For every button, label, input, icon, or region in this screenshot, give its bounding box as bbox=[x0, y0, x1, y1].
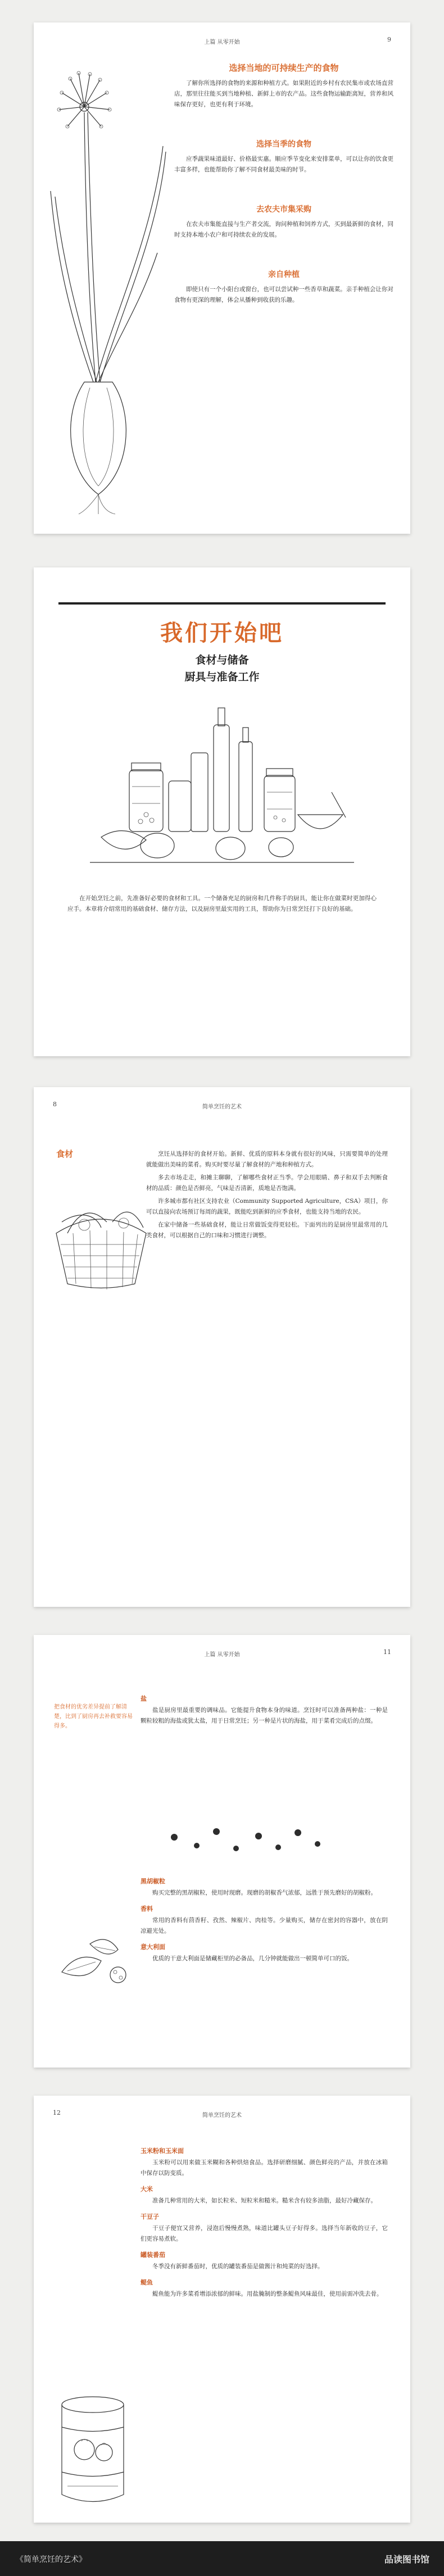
spices-illustration bbox=[56, 1927, 135, 1989]
running-head: 简单烹饪的艺术 bbox=[202, 1104, 242, 1110]
item-text: 优质的干意大利面是储藏柜里的必备品，几分钟就能做出一顿简单可口的饭。 bbox=[152, 1955, 353, 1962]
item-text: 准备几种常用的大米，如长粒米、短粒米和糙米。糙米含有较多油脂，最好冷藏保存。 bbox=[152, 2197, 377, 2204]
body-paragraph: 多去市场走走，和摊主聊聊，了解哪些食材正当季。学会用眼睛、鼻子和双手去判断食材的品质：颜色是否鲜亮，气味是否清新，质地是否饱满。 bbox=[146, 1174, 388, 1192]
item-text: 购买完整的黑胡椒粒，使用时现磨。现磨的胡椒香气浓郁，远胜于预先磨好的胡椒粉。 bbox=[152, 1889, 377, 1896]
side-note: 把食材的优劣差异提前了解清楚，比到了厨房再去补救要容易得多。 bbox=[54, 1704, 133, 1729]
item-title: 意大利面 bbox=[141, 1943, 165, 1951]
section-title: 选择当地的可持续生产的食物 bbox=[229, 63, 339, 73]
body-paragraph: 许多城市都有社区支持农业（Community Supported Agriculture，CSA）项目，你可以直接向农场预订每周的蔬果，既能吃到新鲜的应季食材，也能支持当地的农民。 bbox=[146, 1198, 388, 1215]
section-title: 亲自种植 bbox=[268, 270, 300, 279]
item-text: 鳀鱼能为许多菜肴增添浓郁的鲜味。用盐腌制的整条鳀鱼风味最佳，使用前需冲洗去骨。 bbox=[152, 2291, 383, 2297]
chapter-subtitle: 食材与储备 bbox=[195, 654, 249, 666]
section-title: 去农夫市集采购 bbox=[256, 205, 311, 214]
item-text: 盐是厨房里最重要的调味品。它能提升食物本身的味道。烹饪时可以准备两种盐：一种是颗粒较粗的海盐或犹太盐，用于日常烹饪；另一种是片状的海盐，用于菜肴完成后的点缀。 bbox=[141, 1707, 388, 1724]
item-title: 罐装番茄 bbox=[141, 2251, 165, 2259]
section-title: 选择当季的食物 bbox=[256, 140, 311, 149]
item-text: 玉米粉可以用来做玉米糊和各种烘焙食品。选择研磨细腻、颜色鲜亮的产品，并放在冰箱中保存以防变质。 bbox=[141, 2159, 388, 2177]
canned-tomatoes-illustration bbox=[51, 2388, 135, 2511]
chapter-subtitle: 厨具与准备工作 bbox=[184, 671, 260, 683]
page-2 bbox=[34, 567, 410, 1056]
page3-text-column bbox=[146, 1149, 388, 1243]
section-text: 应季蔬果味道最好、价格最实惠。顺应季节变化来安排菜单，可以让你的饮食更丰富多样，也能帮助你了解不同食材最美味的时节。 bbox=[174, 156, 393, 173]
running-head: 上篇 从零开始 bbox=[204, 39, 240, 46]
item-title: 鳀鱼 bbox=[141, 2279, 153, 2286]
item-title: 盐 bbox=[141, 1695, 147, 1702]
page-number: 11 bbox=[383, 1648, 391, 1656]
body-paragraph: 烹饪从选择好的食材开始。新鲜、优质的原料本身就有很好的风味，只需要简单的处理就能做出美味的菜肴。购买时要尽量了解食材的产地和种植方式。 bbox=[146, 1151, 388, 1168]
page-number: 8 bbox=[53, 1101, 57, 1108]
title-rule bbox=[58, 602, 386, 605]
chapter-title: 我们开始吧 bbox=[160, 620, 284, 646]
book-title: 《简单烹饪的艺术》 bbox=[16, 2555, 87, 2564]
onion-illustration bbox=[45, 67, 174, 517]
footer-bar bbox=[0, 2541, 444, 2576]
page-5 bbox=[34, 2096, 410, 2523]
page-number: 9 bbox=[387, 36, 391, 43]
page4-text-column bbox=[141, 1688, 388, 1729]
page-3 bbox=[34, 1087, 410, 1607]
section-label: 食材 bbox=[56, 1149, 74, 1159]
basket-illustration bbox=[45, 1188, 157, 1295]
item-title: 黑胡椒粒 bbox=[141, 1878, 165, 1885]
peppercorns-illustration bbox=[163, 1820, 332, 1860]
pantry-illustration bbox=[90, 702, 354, 871]
page-1 bbox=[34, 22, 410, 534]
publisher-logo: 品读图书馆 bbox=[384, 2554, 429, 2565]
body-paragraph: 在家中储备一些基础食材，能让日常做饭变得更轻松。下面列出的是厨房里最常用的几类食材，可以根据自己的口味和习惯进行调整。 bbox=[146, 1221, 388, 1239]
page-4 bbox=[34, 1635, 410, 2068]
item-text: 常用的香料有茴香籽、孜然、辣椒片、肉桂等。少量购买，储存在密封的容器中，放在阴凉避光处。 bbox=[141, 1917, 388, 1934]
item-title: 香料 bbox=[141, 1905, 153, 1912]
section-text: 即使只有一个小阳台或窗台，也可以尝试种一些香草和蔬菜。亲手种植会让你对食物有更深的理解，体会从播种到收获的乐趣。 bbox=[174, 286, 393, 303]
running-head: 简单烹饪的艺术 bbox=[202, 2112, 242, 2119]
chapter-intro: 在开始烹饪之前，先准备好必要的食材和工具。一个储备充足的厨房和几件称手的厨具，能让你在做菜时更加得心应手。本章将介绍常用的基础食材、储存方法，以及厨房里最实用的工具，帮助你为日常烹饪打下良好的基础。 bbox=[67, 895, 377, 912]
item-title: 干豆子 bbox=[141, 2213, 159, 2220]
item-title: 玉米粉和玉米面 bbox=[141, 2147, 184, 2155]
page2-body bbox=[67, 893, 377, 917]
running-head: 上篇 从零开始 bbox=[204, 1652, 240, 1658]
item-text: 冬季没有新鲜番茄时，优质的罐装番茄是做酱汁和炖菜的好选择。 bbox=[152, 2263, 324, 2270]
page4-text-column-2 bbox=[141, 1871, 388, 1966]
page1-text-column bbox=[174, 62, 393, 308]
page-number: 12 bbox=[53, 2109, 61, 2116]
section-text: 了解你所选择的食物的来源和种植方式。如果附近的乡村有农民集市或农场直营店，那里往往能买到当地种植、新鲜上市的农产品。这些食物运输距离短，营养和风味保存更好，也更有利于环境。 bbox=[174, 80, 393, 108]
item-title: 大米 bbox=[141, 2186, 153, 2193]
page5-text-column bbox=[141, 2141, 388, 2302]
section-text: 在农夫市集能直接与生产者交流，询问种植和饲养方式，买到最新鲜的食材，同时支持本地小农户和可持续农业的发展。 bbox=[174, 221, 393, 238]
item-text: 干豆子便宜又营养，浸泡后慢慢煮熟，味道比罐头豆子好得多。选择当年新收的豆子，它们更容易煮软。 bbox=[141, 2225, 388, 2242]
